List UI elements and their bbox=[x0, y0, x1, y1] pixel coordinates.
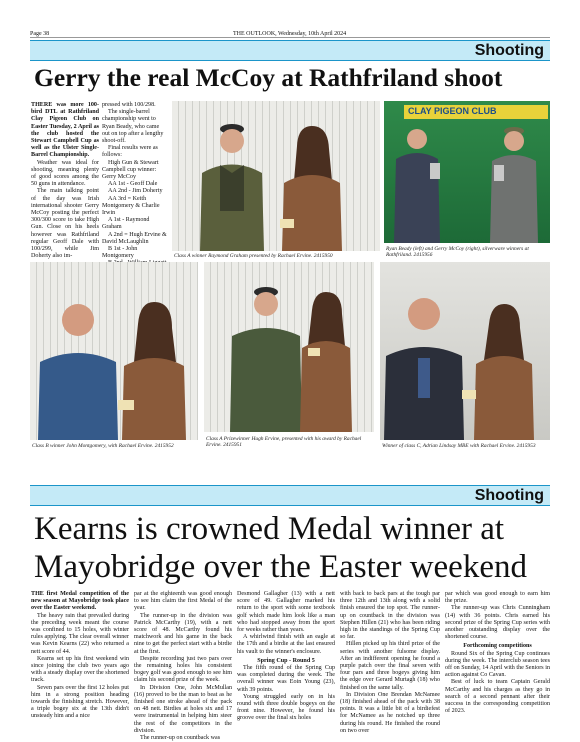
photo-illustration bbox=[204, 262, 374, 432]
story2-para: Round Six of the Spring Cup continues during the week. The interclub season tees off on Sunday, 14 April with the Seniors in action against Co Cavan. bbox=[445, 650, 550, 679]
story2-para: A whirlwind finish with an eagle at the 17th and a birdie at the last ensured his vault to the winner's enclosure. bbox=[237, 634, 335, 655]
result-line: AA 1st - Geoff Dale bbox=[108, 181, 158, 188]
caption-photo4: Class A Prizewinner Hugh Ervine, presented with his award by Rachael Ervine. 2415951 bbox=[206, 436, 362, 448]
photo-illustration bbox=[380, 262, 550, 440]
story2-para: The heavy rain that prevailed during the preceding week meant the course was confined to 15 holes, with winter rules applying. The clear overall winner was Kevin Kearns (22) who returned a nett score of 44. bbox=[31, 612, 129, 655]
photo-class-c-winner bbox=[380, 262, 550, 440]
story1-lead: THERE was more 100-bird DTL at Rathfriland Clay Pigeon Club on Easter Tuesday, 2 April as the club hosted the Stewart Campbell Cup as well as the Ulster Single-Barrel Championship. bbox=[31, 102, 99, 159]
story2-para: par at the eighteenth was good enough to see him claim the first Medal of the year. bbox=[134, 591, 232, 612]
story2-para: Kearns set up his first weekend win since joining the club two years ago with a steady display over the shortened track. bbox=[31, 655, 129, 684]
caption-photo1: Class A winner Raymond Graham presented by Rachael Ervine. 2415950 bbox=[174, 253, 333, 259]
story2-para: The runner-up was Chris Cunningham (14) with 36 points. Chris earned his second prize of the Spring Cup series with another outstanding display over the shortened course. bbox=[445, 605, 550, 641]
subhead-spring-cup: Spring Cup - Round 5 bbox=[257, 657, 315, 664]
subhead-forthcoming: Forthcoming competitions bbox=[463, 643, 532, 650]
story2-col4 bbox=[340, 591, 440, 737]
caption-photo3: Class B winner John Montgomery, with Rachael Ervine. 2415952 bbox=[32, 443, 174, 449]
photo-illustration bbox=[384, 101, 550, 243]
story2-para: Despite recording just two pars over the remaining holes his consistent bogey golf was good enough to see him claim his second prize of the week. bbox=[134, 655, 232, 684]
header-rule bbox=[30, 37, 550, 38]
story2-para: The runner-up in the division was Patrick McCarthy (19), with a nett score of 48. McCarthy found his matchwork and his game in the back nine to get the perfect start with a birdie at the first. bbox=[134, 612, 232, 655]
result-line: AA 3rd = Keith Montgomery & Charlie Irwin bbox=[102, 195, 160, 217]
club-sign: CLAY PIGEON CLUB bbox=[408, 106, 497, 116]
story1-para: The main talking point of the day was Irish international shooter Gerry McCoy posting the perfect 300/300 score to take High Gun. Close on his heels however was Rathfriland regular Geoff Dale with 100/299, while Jim Doherty also im- bbox=[31, 188, 99, 260]
photo-class-b-winner bbox=[30, 262, 198, 440]
result-line: B 1st - John Montgomery bbox=[102, 246, 138, 260]
section-label: Shooting bbox=[474, 42, 544, 59]
section-band-1 bbox=[30, 40, 550, 61]
story2-col5 bbox=[445, 591, 550, 737]
story2-para: In Division One, John McMullan (16) proved to be the man to beat as he finished one stroke ahead of the pack on 48 nett. Birdies at holes six and 17 were instrumental in helping him steer the rest of the competitors in the division. bbox=[134, 684, 232, 734]
story2-col3 bbox=[237, 591, 335, 737]
story1-para: Weather was ideal for shooting, meaning plenty of good scores among the 50 guns in attendance. bbox=[31, 159, 99, 188]
photo-class-a-winner bbox=[172, 101, 380, 251]
story2-para: Desmond Gallagher (13) with a nett score of 49. Gallagher marked his return to the sport with some textbook golf which made him look like a man who had stopped away from the sport for weeks rather than years. bbox=[237, 591, 335, 634]
story2-para: Hillen picked up his third prize of the series with another fulsome display. After an indifferent opening he found a purple patch over the final seven with four pars and three bogeys giving him the edge over Gerard Murtagh (18) who finished on the same tally. bbox=[340, 641, 440, 691]
story1-para: Final results were as follows: bbox=[102, 145, 158, 159]
story2-para: par which was good enough to earn him the prize. bbox=[445, 591, 550, 605]
story1-para: The single-barrel championship went to Ryan Beady, who came out on top after a lengthy shoot-off. bbox=[102, 109, 164, 145]
result-line: A 1st - Raymond Graham bbox=[102, 217, 150, 231]
caption-photo2: Ryan Beady (left) and Gerry McCoy (right), silverware winners at Rathfriland. 2415956 bbox=[386, 246, 529, 258]
headline-1: Gerry the real McCoy at Rathfriland shoot bbox=[34, 63, 503, 92]
photo-class-a-prizewinner bbox=[204, 262, 374, 432]
story1-col1 bbox=[31, 102, 99, 262]
story2-col1 bbox=[31, 591, 129, 737]
story2-para: Young struggled early on in his round with three double bogeys on the front nine. However, he found his groove over the final six holes bbox=[237, 693, 335, 722]
photo-illustration bbox=[172, 101, 380, 251]
story2-lead: THE first Medal competition of the new season at Mayobridge took place over the Easter weekend. bbox=[31, 591, 129, 612]
story1-para: pressed with 100/298. bbox=[102, 102, 156, 108]
page-header bbox=[30, 28, 550, 37]
story1-col2 bbox=[102, 102, 168, 262]
story2-para: The fifth round of the Spring Cup was completed during the week. The overall winner was Eoin Young (23), with 39 points. bbox=[237, 665, 335, 693]
masthead: THE OUTLOOK, Wednesday, 10th April 2024 bbox=[233, 31, 347, 37]
result-line: A 2nd = Hugh Ervine & David McLaughlin bbox=[102, 231, 167, 245]
story2-para: In Division One Brendan McNamee (18) finished ahead of the pack with 38 points. It was a little bit of a birdiefest for McNamee as he notched up three during his round. He finished the round on two over bbox=[340, 691, 440, 734]
page-number: Page 38 bbox=[30, 31, 50, 37]
section-label: Shooting bbox=[474, 487, 544, 504]
photo-illustration bbox=[30, 262, 198, 440]
headline-2: Kearns is crowned Medal winner at Mayobridge over the Easter weekend bbox=[34, 511, 527, 585]
story2-col2 bbox=[134, 591, 232, 742]
result-line: High Gun & Stewart Campbell cup winner: Gerry McCoy bbox=[102, 159, 159, 181]
story2-para: with back to back pars at the tough par three 12th and 13th along with a solid finish ensured the top spot. The runner-up on countback in the division was Stephen Hillen (21) who has been riding high in the standings of the Spring Cup so far. bbox=[340, 591, 440, 641]
caption-photo5: Winner of class C, Adrian Lindsay MBE with Rachael Ervine. 2415953 bbox=[382, 443, 536, 449]
result-line: AA 2nd - Jim Doherty bbox=[108, 188, 163, 195]
section-band-2 bbox=[30, 485, 550, 506]
story2-para: The runner-up on countback was bbox=[140, 735, 221, 742]
photo-silverware-winners bbox=[384, 101, 550, 243]
story2-para: Best of luck to team Captain Gerald McCarthy and his charges as they go in search of a second pennant after their success in the corresponding competition of 2023. bbox=[445, 679, 550, 715]
story2-para: Seven pars over the first 12 holes put him in a strong position heading towards the finishing stretch. However, a triple bogey six at the 13th didn't unsteady him and a nice bbox=[31, 684, 129, 720]
